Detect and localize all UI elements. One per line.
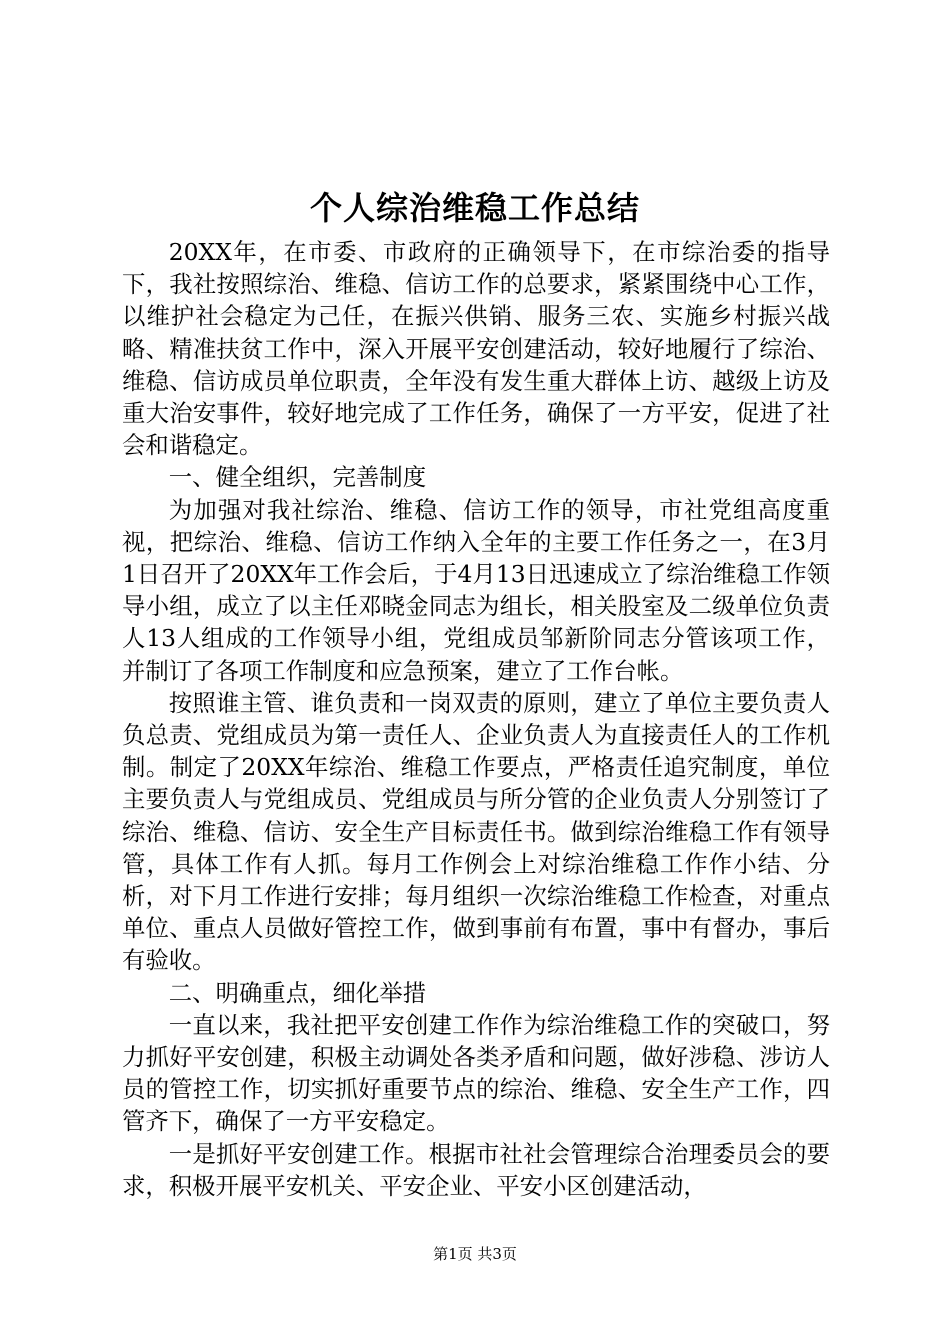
document-title: 个人综治维稳工作总结 <box>309 189 640 227</box>
section-heading-1: 一、健全组织，完善制度 <box>168 463 427 492</box>
section-heading-2: 二、明确重点，细化举措 <box>168 978 427 1007</box>
paragraph-safety-creation: 一是抓好平安创建工作。根据市社社会管理综合治理委员会的要求，积极开展平安机关、平安企业、平安小区创建活动， <box>122 1139 830 1200</box>
paragraph-organization: 为加强对我社综治、维稳、信访工作的领导，市社党组高度重视，把综治、维稳、信访工作纳入全年的主要工作任务之一，在3月1日召开了20XX年工作会后，于4月13日迅速成立了综治维稳工作领导小组，成立了以主任邓晓金同志为组长，相关股室及二级单位负责人13人组成的工作领导小组，党组成员邹新阶同志分管该项工作，并制订了各项工作制度和应急预案，建立了工作台帐。 <box>122 495 830 685</box>
paragraph-intro: 20XX年，在市委、市政府的正确领导下，在市综治委的指导下，我社按照综治、维稳、信访工作的总要求，紧紧围绕中心工作，以维护社会稳定为己任，在振兴供销、服务三农、实施乡村振兴战略、精准扶贫工作中，深入开展平安创建活动，较好地履行了综治、维稳、信访成员单位职责，全年没有发生重大群体上访、越级上访及重大治安事件，较好地完成了工作任务，确保了一方平安，促进了社会和谐稳定。 <box>122 238 830 460</box>
document-body <box>122 236 830 1202</box>
paragraph-key-points: 一直以来，我社把平安创建工作作为综治维稳工作的突破口，努力抓好平安创建，积极主动调处各类矛盾和问题，做好涉稳、涉访人员的管控工作，切实抓好重要节点的综治、维稳、安全生产工作，四管齐下，确保了一方平安稳定。 <box>122 1010 830 1136</box>
paragraph-responsibility: 按照谁主管、谁负责和一岗双责的原则，建立了单位主要负责人负总责、党组成员为第一责任人、企业负责人为直接责任人的工作机制。制定了20XX年综治、维稳工作要点，严格责任追究制度，单位主要负责人与党组成员、党组成员与所分管的企业负责人分别签订了综治、维稳、信访、安全生产目标责任书。做到综治维稳工作有领导管，具体工作有人抓。每月工作例会上对综治维稳工作作小结、分析，对下月工作进行安排；每月组织一次综治维稳工作检查，对重点单位、重点人员做好管控工作，做到事前有布置，事中有督办，事后有验收。 <box>122 688 830 975</box>
page-footer: 第1页 共3页 <box>433 1245 517 1263</box>
